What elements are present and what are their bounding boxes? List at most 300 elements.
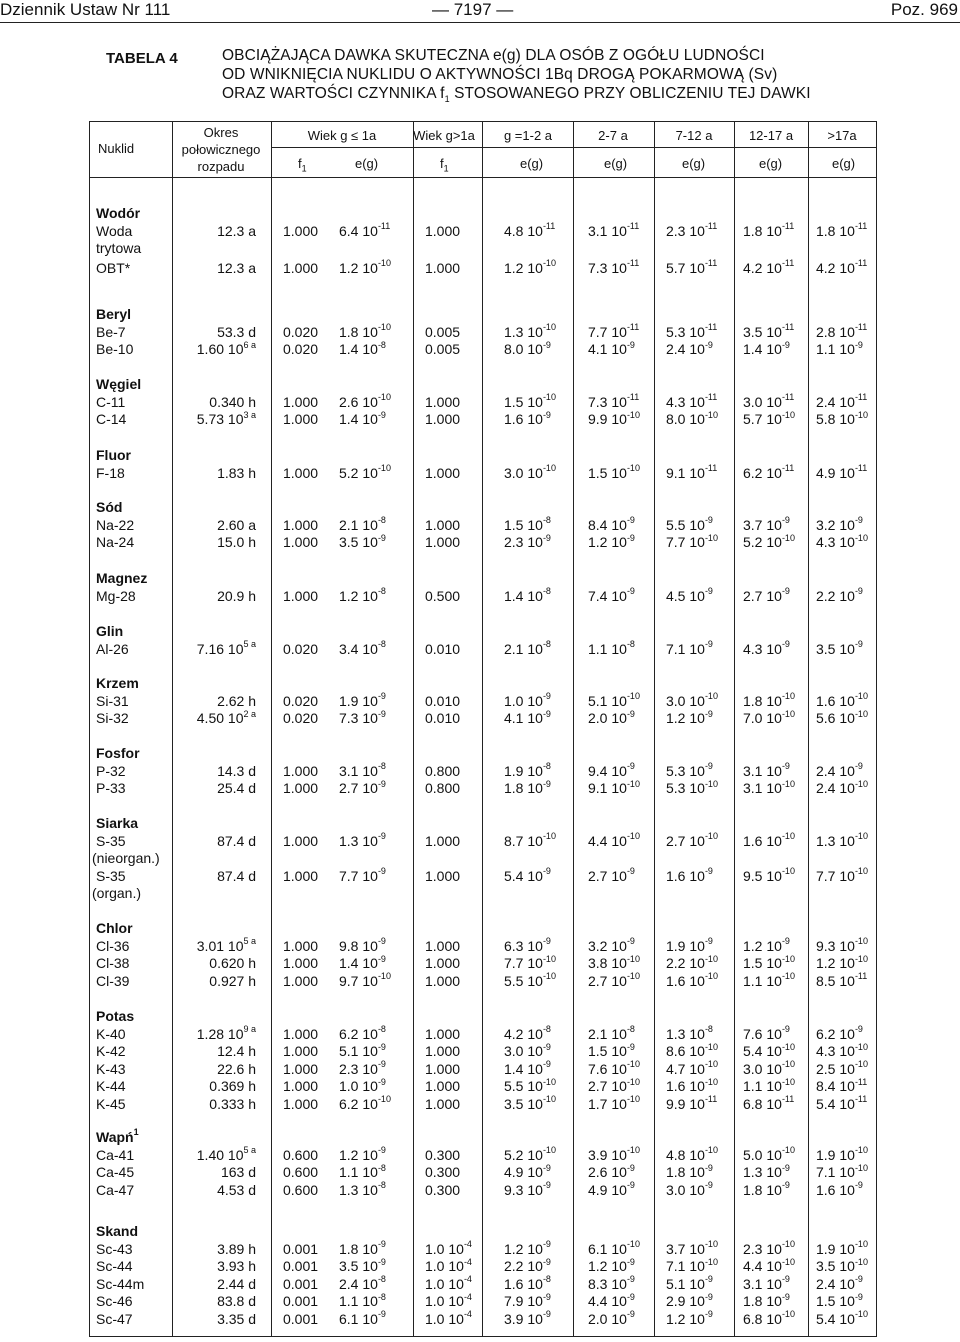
dose-value: 2.3 $10^{-10}$: [743, 1238, 795, 1257]
nuclide-group-name: Chlor: [96, 920, 133, 936]
half-life: 4.53 d: [217, 1181, 256, 1198]
dose-value: 1.4 $10^{-9}$: [339, 953, 386, 972]
dose-value: 7.7 $10^{-9}$: [339, 866, 386, 884]
dose-value: 1.6 $10^{-10}$: [816, 690, 868, 709]
dose-value: 8.0 $10^{-9}$: [504, 339, 551, 358]
dose-value: 3.0 $10^{-9}$: [504, 1041, 551, 1060]
dose-value: 1.1 $10^{-9}$: [816, 339, 863, 358]
dose-value: 2.7 $10^{-9}$: [588, 866, 635, 884]
f1-value: 1.0 $10^{-4}$: [425, 1274, 472, 1292]
half-life: 2.44 d: [217, 1275, 256, 1292]
dose-value: 4.3 $10^{-11}$: [666, 391, 718, 410]
dose-value: 3.9 $10^{-9}$: [504, 1309, 551, 1327]
dose-value: 1.8 $10^{-9}$: [339, 1238, 386, 1257]
half-life: 14.3 d: [217, 762, 256, 779]
dose-value: 8.7 $10^{-10}$: [504, 830, 556, 849]
dose-value: 8.4 $10^{-11}$: [816, 1076, 868, 1095]
half-life: 2.60 a: [217, 516, 256, 533]
dose-value: 1.3 $10^{-10}$: [816, 830, 868, 849]
dose-value: 1.8 $10^{-9}$: [504, 778, 551, 797]
column-divider: [808, 121, 809, 1337]
dose-value: 5.2 $10^{-10}$: [504, 1144, 556, 1163]
dose-value: 1.6 $10^{-9}$: [816, 1180, 863, 1198]
journal-name: Dziennik Ustaw Nr 111: [0, 0, 171, 19]
dose-value: 3.0 $10^{-10}$: [504, 462, 556, 481]
dose-value: 7.1 $10^{-10}$: [666, 1256, 718, 1275]
dose-value: 1.2 $10^{-9}$: [666, 708, 713, 727]
dose-value: 7.7 $10^{-10}$: [816, 866, 868, 884]
f1-value: 1.000: [283, 937, 319, 954]
nuclide-name: Sc-44m: [96, 1275, 145, 1292]
dose-value: 3.1 $10^{-11}$: [588, 220, 640, 239]
dose-value: 5.3 $10^{-9}$: [666, 760, 713, 779]
dose-value: 5.4 $10^{-10}$: [816, 1309, 868, 1327]
col-age-7-12: 7-12 a: [675, 128, 713, 143]
f1-value: 1.0 $10^{-4}$: [425, 1238, 472, 1257]
dose-value: 5.5 $10^{-9}$: [666, 514, 713, 533]
f1-value: 0.300: [425, 1146, 461, 1163]
half-life: 22.6 h: [217, 1060, 256, 1077]
dose-value: 7.4 $10^{-9}$: [588, 585, 635, 604]
dose-value: 1.2 $10^{-9}$: [588, 1256, 635, 1275]
dose-value: 3.5 $10^{-10}$: [816, 1256, 868, 1275]
dose-value: 6.4 $10^{-11}$: [339, 220, 391, 239]
dose-value: 2.1 $10^{-8}$: [504, 638, 551, 657]
dose-value: 1.3 $10^{-9}$: [743, 1162, 790, 1181]
dose-value: 4.2 $10^{-11}$: [816, 258, 868, 276]
nuclide-group-name: Wapń$^1$: [96, 1127, 139, 1145]
f1-value: 1.000: [283, 1043, 319, 1060]
col-age-over-17: >17a: [827, 128, 857, 143]
f1-value: 0.020: [283, 692, 319, 709]
f1-value: 1.000: [425, 1025, 461, 1042]
dose-value: 5.6 $10^{-10}$: [816, 708, 868, 727]
dose-value: 3.2 $10^{-9}$: [816, 514, 863, 533]
dose-value: 3.1 $10^{-8}$: [339, 760, 386, 779]
dose-value: 3.5 $10^{-9}$: [339, 532, 386, 551]
dose-value: 4.8 $10^{-11}$: [504, 220, 556, 239]
title-line: OD WNIKNIĘCIA NUKLIDU O AKTYWNOŚCI 1Bq DROGĄ POKARMOWĄ (Sv): [222, 66, 778, 83]
dose-value: 4.9 $10^{-9}$: [504, 1162, 551, 1181]
dose-value: 1.5 $10^{-9}$: [588, 1041, 635, 1060]
dose-value: 2.3 $10^{-11}$: [666, 220, 718, 239]
dose-value: 5.0 $10^{-10}$: [743, 1144, 795, 1163]
f1-value: 1.000: [425, 393, 461, 410]
half-life: 0.369 h: [209, 1078, 256, 1095]
dose-value: 3.2 $10^{-9}$: [588, 935, 635, 954]
dose-value: 2.4 $10^{-11}$: [816, 391, 868, 410]
half-life: 0.333 h: [209, 1096, 256, 1112]
col-nuklid: Nuklid: [98, 141, 135, 156]
half-life: 5.73 $10^{3 a}$: [196, 409, 256, 428]
nuclide-name: Si-32: [96, 710, 129, 727]
dose-value: 1.8 $10^{-9}$: [743, 1180, 790, 1198]
f1-value: 1.000: [425, 832, 461, 849]
nuclide-group-name: Wodór: [96, 205, 141, 221]
nuclide-group-name: Glin: [96, 623, 124, 639]
dose-value: 7.9 $10^{-9}$: [504, 1291, 551, 1310]
nuclide-name: K-43: [96, 1060, 126, 1077]
f1-value: 1.000: [283, 1060, 319, 1077]
dose-value: 4.7 $10^{-10}$: [666, 1059, 718, 1077]
dose-value: 3.0 $10^{-9}$: [666, 1180, 713, 1198]
dose-value: 6.3 $10^{-9}$: [504, 935, 551, 954]
f1-value: 0.020: [283, 323, 319, 340]
dose-value: 9.7 $10^{-10}$: [339, 971, 391, 989]
nuclide-group-name: Sód: [96, 499, 123, 515]
dose-value: 2.2 $10^{-10}$: [666, 953, 718, 972]
f1-value: 1.000: [283, 1096, 319, 1112]
dose-value: 3.7 $10^{-9}$: [743, 514, 790, 533]
nuclide-name: P-32: [96, 762, 126, 779]
subheader-eg: e(g): [604, 156, 628, 171]
dose-value: 9.5 $10^{-10}$: [743, 866, 795, 884]
dose-value: 1.5 $10^{-10}$: [504, 391, 556, 410]
dose-value: 4.4 $10^{-9}$: [588, 1291, 635, 1310]
dose-value: 1.1 $10^{-10}$: [743, 1076, 795, 1095]
nuclide-name: OBT*: [96, 259, 131, 276]
nuclide-name: Cl-39: [96, 972, 130, 989]
f1-value: 1.000: [425, 222, 461, 239]
half-life: 163 d: [220, 1164, 256, 1181]
half-life: 3.89 h: [217, 1240, 256, 1257]
f1-value: 0.020: [283, 710, 319, 727]
half-life: 87.4 d: [217, 832, 256, 849]
dose-value: 9.3 $10^{-10}$: [816, 935, 868, 954]
nuclide-name: C-11: [96, 393, 126, 410]
dose-value: 1.7 $10^{-10}$: [588, 1094, 640, 1112]
dose-value: 3.8 $10^{-10}$: [588, 953, 640, 972]
col-okres: połowicznego: [181, 142, 261, 157]
dose-value: 6.2 $10^{-9}$: [816, 1023, 863, 1042]
nuclide-name: Mg-28: [96, 587, 136, 604]
dose-value: 9.3 $10^{-9}$: [504, 1180, 551, 1198]
dose-value: 4.2 $10^{-11}$: [743, 258, 795, 276]
nuclide-name: Si-31: [96, 692, 129, 709]
subheader-eg: e(g): [520, 156, 544, 171]
dose-value: 1.6 $10^{-10}$: [743, 830, 795, 849]
nuclide-name: K-40: [96, 1025, 126, 1042]
subheader-eg: e(g): [832, 156, 856, 171]
dose-value: 4.4 $10^{-10}$: [588, 830, 640, 849]
dose-value: 1.1 $10^{-8}$: [339, 1291, 386, 1310]
nuclide-name: Ca-47: [96, 1181, 135, 1198]
dose-value: 1.9 $10^{-10}$: [816, 1238, 868, 1257]
dose-value: 3.1 $10^{-9}$: [743, 760, 790, 779]
f1-value: 1.000: [283, 955, 319, 972]
half-life: 1.60 $10^{6 a}$: [196, 339, 256, 358]
header-bottom-rule: [89, 177, 877, 178]
f1-value: 1.000: [425, 464, 461, 481]
header-rule: [0, 22, 960, 23]
nuclide-name: K-42: [96, 1043, 126, 1060]
dose-value: 1.8 $10^{-11}$: [743, 220, 795, 239]
nuclide-name: Woda: [96, 222, 133, 239]
f1-value: 0.001: [283, 1275, 319, 1292]
f1-value: 0.600: [283, 1164, 319, 1181]
dose-value: 4.3 $10^{-10}$: [816, 1041, 868, 1060]
half-life: 87.4 d: [217, 867, 256, 884]
f1-value: 1.0 $10^{-4}$: [425, 1309, 472, 1327]
dose-value: 2.3 $10^{-9}$: [504, 532, 551, 551]
half-life: 1.28 $10^{9 a}$: [196, 1023, 256, 1042]
f1-value: 1.000: [283, 1025, 319, 1042]
half-life: 2.62 h: [217, 692, 256, 709]
dose-value: 1.3 $10^{-10}$: [504, 321, 556, 340]
dose-value: 4.3 $10^{-9}$: [743, 638, 790, 657]
f1-value: 1.000: [425, 867, 461, 884]
half-life: 20.9 h: [217, 587, 256, 604]
dose-value: 1.9 $10^{-10}$: [816, 1144, 868, 1163]
dose-value: 1.6 $10^{-10}$: [666, 971, 718, 989]
dose-value: 1.8 $10^{-9}$: [743, 1291, 790, 1310]
dose-value: 6.2 $10^{-8}$: [339, 1023, 386, 1042]
dose-value: 1.8 $10^{-11}$: [816, 220, 868, 239]
f1-value: 1.0 $10^{-4}$: [425, 1256, 472, 1275]
f1-value: 0.001: [283, 1293, 319, 1310]
dose-value: 1.1 $10^{-8}$: [588, 638, 635, 657]
dose-value: 1.9 $10^{-8}$: [504, 760, 551, 779]
dose-value: 6.8 $10^{-10}$: [743, 1309, 795, 1327]
nuclide-group-name: Fluor: [96, 447, 131, 463]
dose-value: 4.1 $10^{-9}$: [504, 708, 551, 727]
nuclide-name: Sc-43: [96, 1240, 133, 1257]
dose-value: 2.7 $10^{-10}$: [588, 1076, 640, 1095]
dose-value: 2.3 $10^{-9}$: [339, 1059, 386, 1077]
nuclide-name: trytowa: [96, 240, 142, 257]
dose-value: 1.1 $10^{-10}$: [743, 971, 795, 989]
half-life: 12.3 a: [217, 222, 256, 239]
dose-value: 3.1 $10^{-10}$: [743, 778, 795, 797]
nuclide-group-name: Fosfor: [96, 745, 140, 761]
half-life: 4.50 $10^{2 a}$: [196, 708, 256, 727]
f1-value: 1.000: [425, 259, 461, 276]
half-life: 15.0 h: [217, 534, 256, 551]
page-number: — 7197 —: [432, 0, 514, 19]
f1-value: 0.001: [283, 1240, 319, 1257]
title-line: OBCIĄŻAJĄCA DAWKA SKUTECZNA e(g) DLA OSÓB Z OGÓŁU LUDNOŚCI: [222, 47, 765, 64]
half-life: 3.35 d: [217, 1311, 256, 1327]
f1-value: 1.000: [425, 937, 461, 954]
f1-value: 0.020: [283, 341, 319, 358]
dose-value: 2.7 $10^{-10}$: [666, 830, 718, 849]
dose-value: 7.3 $10^{-11}$: [588, 258, 640, 276]
f1-value: 1.000: [425, 1078, 461, 1095]
subheader-eg: e(g): [355, 156, 379, 171]
f1-value: 0.600: [283, 1146, 319, 1163]
dose-value: 1.6 $10^{-10}$: [666, 1076, 718, 1095]
f1-value: 1.000: [283, 222, 319, 239]
dose-value: 5.1 $10^{-9}$: [339, 1041, 386, 1060]
dose-value: 1.5 $10^{-10}$: [743, 953, 795, 972]
f1-value: 0.800: [425, 780, 461, 797]
dose-value: 7.1 $10^{-9}$: [666, 638, 713, 657]
dose-value: 8.6 $10^{-10}$: [666, 1041, 718, 1060]
title-line: ORAZ WARTOŚCI CZYNNIKA $f_1$ STOSOWANEGO PRZY OBLICZENIU TEJ DAWKI: [222, 85, 811, 105]
dose-value: 5.4 $10^{-9}$: [504, 866, 551, 884]
half-life: 1.83 h: [217, 464, 256, 481]
dose-value: 1.2 $10^{-9}$: [504, 1238, 551, 1257]
f1-value: 0.001: [283, 1311, 319, 1327]
f1-value: 1.000: [283, 259, 319, 276]
f1-value: 0.001: [283, 1258, 319, 1275]
half-life: 12.3 a: [217, 259, 256, 276]
dose-value: 1.4 $10^{-8}$: [339, 339, 386, 358]
dose-value: 8.5 $10^{-11}$: [816, 971, 868, 989]
f1-value: 1.000: [283, 411, 319, 428]
dose-value: 5.4 $10^{-11}$: [816, 1094, 868, 1112]
dose-value: 1.8 $10^{-9}$: [666, 1162, 713, 1181]
column-divider: [482, 121, 483, 1337]
dose-value: 1.5 $10^{-8}$: [504, 514, 551, 533]
col-age-2-7: 2-7 a: [598, 128, 628, 143]
dose-value: 5.1 $10^{-9}$: [666, 1274, 713, 1292]
dose-value: 3.5 $10^{-9}$: [339, 1256, 386, 1275]
half-life: 0.620 h: [209, 955, 256, 972]
dose-value: 7.7 $10^{-10}$: [504, 953, 556, 972]
dose-value: 7.0 $10^{-10}$: [743, 708, 795, 727]
col-age-1-2: g =1-2 a: [503, 128, 553, 143]
dose-value: 1.6 $10^{-8}$: [504, 1274, 551, 1292]
position-number: Poz. 969: [890, 0, 958, 19]
dose-value: 3.0 $10^{-10}$: [666, 690, 718, 709]
half-life: 0.340 h: [209, 393, 256, 410]
dose-value: 9.1 $10^{-11}$: [666, 462, 718, 481]
col-okres: rozpadu: [197, 159, 245, 174]
half-life: 12.4 h: [217, 1043, 256, 1060]
dose-value: 4.8 $10^{-10}$: [666, 1144, 718, 1163]
nuclide-group-name: Siarka: [96, 815, 139, 831]
dose-value: 4.9 $10^{-11}$: [816, 462, 868, 481]
nuclide-name: Be-7: [96, 323, 126, 340]
nuclide-group-name: Beryl: [96, 306, 132, 322]
dose-value: 1.6 $10^{-9}$: [504, 409, 551, 428]
dose-value: 5.7 $10^{-11}$: [666, 258, 718, 276]
dose-value: 3.5 $10^{-10}$: [504, 1094, 556, 1112]
subheader-f1: $f_1$: [440, 156, 449, 174]
dose-value: 2.7 $10^{-9}$: [743, 585, 790, 604]
nuclide-name: P-33: [96, 780, 126, 797]
nuclide-name: Cl-38: [96, 955, 130, 972]
nuclide-name: F-18: [96, 464, 125, 481]
dose-value: 5.5 $10^{-10}$: [504, 971, 556, 989]
dose-value: 1.2 $10^{-10}$: [504, 258, 556, 276]
column-divider: [413, 121, 414, 1337]
dose-value: 1.0 $10^{-9}$: [504, 690, 551, 709]
dose-value: 3.7 $10^{-10}$: [666, 1238, 718, 1257]
dose-value: 1.4 $10^{-9}$: [504, 1059, 551, 1077]
dose-value: 1.3 $10^{-9}$: [339, 830, 386, 849]
dose-value: 2.5 $10^{-10}$: [816, 1059, 868, 1077]
col-okres: Okres: [203, 125, 239, 140]
f1-value: 1.000: [283, 832, 319, 849]
dose-value: 2.7 $10^{-10}$: [588, 971, 640, 989]
dose-value: 1.2 $10^{-8}$: [339, 585, 386, 604]
dose-value: 4.4 $10^{-10}$: [743, 1256, 795, 1275]
dose-value: 4.1 $10^{-9}$: [588, 339, 635, 358]
dose-value: 5.4 $10^{-10}$: [743, 1041, 795, 1060]
dose-value: 6.2 $10^{-10}$: [339, 1094, 391, 1112]
dose-value: 7.7 $10^{-10}$: [666, 532, 718, 551]
dose-value: 5.3 $10^{-11}$: [666, 321, 718, 340]
f1-value: 1.000: [283, 464, 319, 481]
nuclide-name: Cl-36: [96, 937, 130, 954]
f1-value: 0.005: [425, 323, 461, 340]
half-life: 83.8 d: [217, 1293, 256, 1310]
column-divider: [573, 121, 574, 1337]
dose-value: 1.1 $10^{-8}$: [339, 1162, 386, 1181]
dose-value: 2.0 $10^{-9}$: [588, 708, 635, 727]
nuclide-group-name: Krzem: [96, 675, 139, 691]
col-wiek-gt1: Wiek g>1a: [413, 128, 475, 143]
dose-value: 1.8 $10^{-10}$: [743, 690, 795, 709]
half-life: 53.3 d: [217, 323, 256, 340]
dose-value: 6.8 $10^{-11}$: [743, 1094, 795, 1112]
dose-value: 5.3 $10^{-10}$: [666, 778, 718, 797]
f1-value: 1.000: [283, 972, 319, 989]
f1-value: 1.000: [425, 1043, 461, 1060]
f1-value: 0.600: [283, 1181, 319, 1198]
half-life: 0.927 h: [209, 972, 256, 989]
dose-value: 1.2 $10^{-9}$: [339, 1144, 386, 1163]
f1-value: 1.000: [425, 516, 461, 533]
f1-value: 1.000: [425, 1096, 461, 1112]
dose-value: 3.0 $10^{-11}$: [743, 391, 795, 410]
dose-value: 1.3 $10^{-8}$: [339, 1180, 386, 1198]
dose-value: 8.4 $10^{-9}$: [588, 514, 635, 533]
nuclide-name: Sc-44: [96, 1258, 133, 1275]
dose-value: 2.1 $10^{-8}$: [339, 514, 386, 533]
f1-value: 1.000: [425, 534, 461, 551]
half-life: 1.40 $10^{5 a}$: [196, 1144, 256, 1163]
dose-value: 3.5 $10^{-9}$: [816, 638, 863, 657]
f1-value: 1.000: [283, 867, 319, 884]
f1-value: 1.000: [283, 393, 319, 410]
dose-value: 2.7 $10^{-9}$: [339, 778, 386, 797]
f1-value: 1.0 $10^{-4}$: [425, 1291, 472, 1310]
dose-value: 2.4 $10^{-10}$: [816, 778, 868, 797]
f1-value: 1.000: [283, 780, 319, 797]
dose-value: 2.6 $10^{-10}$: [339, 391, 391, 410]
column-divider: [654, 121, 655, 1337]
dose-value: 4.3 $10^{-10}$: [816, 532, 868, 551]
dose-value: 7.1 $10^{-10}$: [816, 1162, 868, 1181]
f1-value: 1.000: [283, 587, 319, 604]
dose-value: 5.5 $10^{-10}$: [504, 1076, 556, 1095]
f1-value: 0.300: [425, 1164, 461, 1181]
f1-value: 1.000: [283, 762, 319, 779]
dose-value: 7.6 $10^{-9}$: [743, 1023, 790, 1042]
nuclide-name: Al-26: [96, 640, 129, 657]
dose-value: 4.5 $10^{-9}$: [666, 585, 713, 604]
dose-value: 1.4 $10^{-9}$: [743, 339, 790, 358]
nuclide-name: Na-24: [96, 534, 135, 551]
dose-value: 7.3 $10^{-9}$: [339, 708, 386, 727]
nuclide-name: Ca-45: [96, 1164, 135, 1181]
dose-value: 2.4 $10^{-9}$: [816, 1274, 863, 1292]
column-divider: [271, 121, 272, 1337]
dose-value: 1.9 $10^{-9}$: [666, 935, 713, 954]
nuclide-name: (organ.): [92, 885, 142, 902]
dose-value: 6.2 $10^{-11}$: [743, 462, 795, 481]
half-life: 3.93 h: [217, 1258, 256, 1275]
dose-value: 3.9 $10^{-10}$: [588, 1144, 640, 1163]
f1-value: 0.005: [425, 341, 461, 358]
dose-value: 5.1 $10^{-10}$: [588, 690, 640, 709]
dose-value: 9.9 $10^{-11}$: [666, 1094, 718, 1112]
table-title: [222, 46, 811, 109]
dose-value: 1.2 $10^{-9}$: [588, 532, 635, 551]
